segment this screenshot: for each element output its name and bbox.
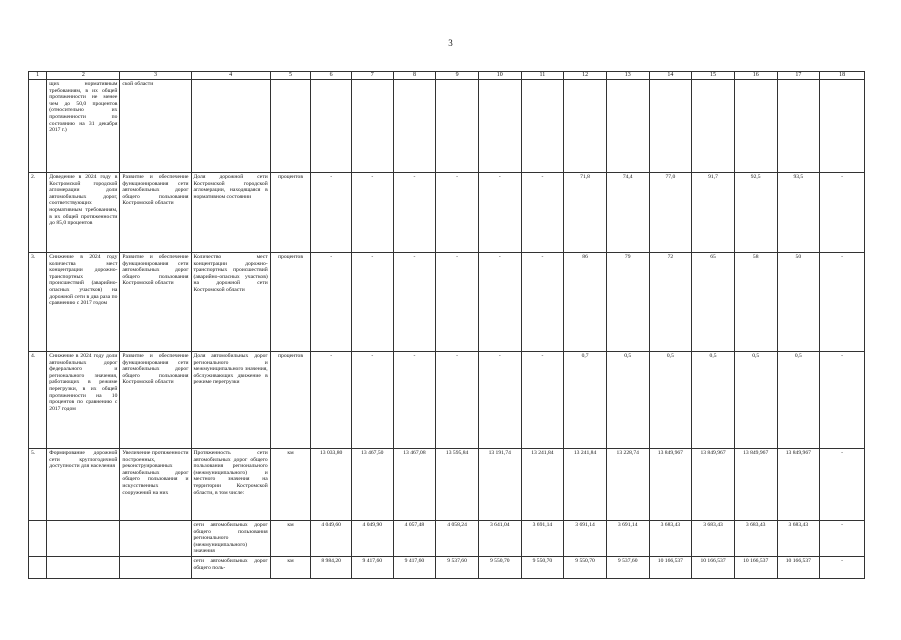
value-cell: 0,7 [564, 352, 607, 449]
value-cell: 4 049,60 [311, 521, 352, 557]
value-cell: 13 849,967 [649, 449, 692, 521]
table-row [29, 557, 865, 579]
column-number-row [29, 72, 865, 80]
column-number: 11 [521, 72, 564, 80]
value-cell: - [393, 352, 436, 449]
value-cell [692, 80, 735, 173]
indicators-table [28, 71, 865, 579]
value-cell: 13 228,74 [606, 449, 649, 521]
value-cell [777, 80, 820, 173]
value-cell: 3 683,43 [777, 521, 820, 557]
value-cell [351, 80, 393, 173]
value-cell: 79 [606, 253, 649, 352]
value-cell: - [820, 557, 865, 579]
unit-cell: процентов [270, 173, 311, 253]
table-row [29, 80, 865, 173]
task-cell: Развитие и обеспечение функционирования сети автомобильных дорог общего пользования Костромской области [120, 253, 191, 352]
value-cell: 65 [692, 253, 735, 352]
indicator-cell: сети автомобильных дорог общего поль- [191, 557, 270, 579]
value-cell: 0,5 [734, 352, 777, 449]
value-cell: - [351, 352, 393, 449]
value-cell: 71,8 [564, 173, 607, 253]
column-number: 8 [393, 72, 436, 80]
value-cell: - [478, 253, 521, 352]
indicator-cell [191, 80, 270, 173]
row-number-cell [29, 521, 47, 557]
task-cell: Увеличение протяженности построенных, реконструированных автомобильных дорог общего пользования и искусственных сооружений на них [120, 449, 191, 521]
column-number: 1 [29, 72, 47, 80]
value-cell: - [820, 521, 865, 557]
value-cell: 4 058,24 [436, 521, 479, 557]
goal-cell: Доведение в 2024 году в Костромской городской агломерации доли автомобильных дорог, соответствующих нормативным требованиям, в их общей протяженности до 85,0 процентов [47, 173, 120, 253]
value-cell: 13 467,50 [351, 449, 393, 521]
value-cell: - [311, 352, 352, 449]
value-cell [478, 80, 521, 173]
column-number: 2 [47, 72, 120, 80]
value-cell: 4 057,48 [393, 521, 436, 557]
indicator-cell: сети автомобильных дорог общего пользования регионального (межмуниципального) значения [191, 521, 270, 557]
value-cell: 86 [564, 253, 607, 352]
indicator-cell: Доля дорожной сети Костромской городской агломерации, находящаяся в нормативном состоянии [191, 173, 270, 253]
task-cell: Развитие и обеспечение функционирования сети автомобильных дорог общего пользования Костромской области [120, 173, 191, 253]
value-cell: - [521, 173, 564, 253]
value-cell: 0,5 [692, 352, 735, 449]
value-cell: 13 849,967 [777, 449, 820, 521]
value-cell: - [478, 352, 521, 449]
column-number: 10 [478, 72, 521, 80]
column-number: 17 [777, 72, 820, 80]
column-number: 9 [436, 72, 479, 80]
value-cell: 3 691,14 [564, 521, 607, 557]
value-cell: - [393, 253, 436, 352]
value-cell: 13 241,84 [564, 449, 607, 521]
column-number: 15 [692, 72, 735, 80]
indicator-cell: Протяженность сети автомобильных дорог общего пользования регионального (межмуниципального) и местного значения на территории Костромской области, в том числе: [191, 449, 270, 521]
value-cell: 3 683,43 [692, 521, 735, 557]
column-number: 5 [270, 72, 311, 80]
unit-cell: процентов [270, 253, 311, 352]
value-cell: 9 537,60 [436, 557, 479, 579]
value-cell: 9 417,60 [351, 557, 393, 579]
value-cell: 9 550,70 [478, 557, 521, 579]
indicator-cell: Количество мест концентрации дорожно-транспортных происшествий (аварийно-опасных участков) на дорожной сети Костромской области [191, 253, 270, 352]
column-number: 12 [564, 72, 607, 80]
value-cell: 3 691,14 [521, 521, 564, 557]
value-cell: 3 683,43 [649, 521, 692, 557]
value-cell: - [478, 173, 521, 253]
value-cell: - [311, 253, 352, 352]
value-cell: - [311, 173, 352, 253]
table-row [29, 449, 865, 521]
value-cell: 0,5 [606, 352, 649, 449]
task-cell: Развитие и обеспечение функционирования сети автомобильных дорог общего пользования Костромской области [120, 352, 191, 449]
value-cell: 10 166,537 [692, 557, 735, 579]
value-cell: 0,5 [777, 352, 820, 449]
value-cell [436, 80, 479, 173]
table-row [29, 352, 865, 449]
goal-cell [47, 557, 120, 579]
value-cell: 9 537,60 [606, 557, 649, 579]
value-cell: 92,5 [734, 173, 777, 253]
value-cell: - [351, 253, 393, 352]
column-number: 16 [734, 72, 777, 80]
unit-cell: км [270, 449, 311, 521]
row-number-cell: 5. [29, 449, 47, 521]
goal-cell: щих нормативным требованиям, в их общей протяженности не менее чем до 50,0 процентов (относительно их протяженности по состоянию на 31 декабря 2017 г.) [47, 80, 120, 173]
value-cell: 58 [734, 253, 777, 352]
value-cell: - [436, 173, 479, 253]
value-cell: 3 683,43 [734, 521, 777, 557]
value-cell: - [820, 173, 865, 253]
value-cell: 13 241,84 [521, 449, 564, 521]
unit-cell: процентов [270, 352, 311, 449]
value-cell: - [820, 449, 865, 521]
value-cell: - [436, 253, 479, 352]
value-cell [311, 80, 352, 173]
column-number: 7 [351, 72, 393, 80]
value-cell: 93,5 [777, 173, 820, 253]
row-number-cell [29, 80, 47, 173]
value-cell: - [820, 253, 865, 352]
value-cell: 13 467,08 [393, 449, 436, 521]
value-cell: - [521, 253, 564, 352]
value-cell: 3 641,04 [478, 521, 521, 557]
value-cell: - [351, 173, 393, 253]
value-cell: 13 595,84 [436, 449, 479, 521]
value-cell: 77,0 [649, 173, 692, 253]
value-cell: 91,7 [692, 173, 735, 253]
table-row [29, 521, 865, 557]
value-cell: 10 166,537 [777, 557, 820, 579]
value-cell [649, 80, 692, 173]
value-cell: 72 [649, 253, 692, 352]
value-cell: 13 849,967 [692, 449, 735, 521]
value-cell: 13 849,967 [734, 449, 777, 521]
column-number: 4 [191, 72, 270, 80]
value-cell: 50 [777, 253, 820, 352]
value-cell: 9 550,70 [564, 557, 607, 579]
table-row [29, 253, 865, 352]
row-number-cell [29, 557, 47, 579]
value-cell: 10 166,537 [734, 557, 777, 579]
value-cell: 3 691,14 [606, 521, 649, 557]
indicator-cell: Доля автомобильных дорог регионального и межмуниципального значения, обслуживающих движение в режиме перегрузки [191, 352, 270, 449]
goal-cell: Снижение в 2024 году доли автомобильных дорог федерального и регионального значения, работающих в режиме перегрузки, в их общей протяженности на 10 процентов по сравнению с 2017 годом [47, 352, 120, 449]
value-cell: 13 191,74 [478, 449, 521, 521]
goal-cell: Снижение в 2024 году количества мест концентрации дорожно-транспортных происшествий (аварийно-опасных участков) на дорожной сети в два раза по сравнению с 2017 годом [47, 253, 120, 352]
column-number: 14 [649, 72, 692, 80]
goal-cell [47, 521, 120, 557]
value-cell: - [521, 352, 564, 449]
unit-cell: км [270, 521, 311, 557]
row-number-cell: 2. [29, 173, 47, 253]
unit-cell: км [270, 557, 311, 579]
column-number: 6 [311, 72, 352, 80]
value-cell: 0,5 [649, 352, 692, 449]
value-cell: 9 417,60 [393, 557, 436, 579]
row-number-cell: 3. [29, 253, 47, 352]
value-cell: 10 166,537 [649, 557, 692, 579]
value-cell [820, 80, 865, 173]
column-number: 3 [120, 72, 191, 80]
goal-cell: Формирование дорожной сети круглогодичной доступности для населения [47, 449, 120, 521]
value-cell: 8 984,20 [311, 557, 352, 579]
value-cell [606, 80, 649, 173]
value-cell: 4 049,90 [351, 521, 393, 557]
task-cell: ской области [120, 80, 191, 173]
value-cell: 9 550,70 [521, 557, 564, 579]
value-cell [734, 80, 777, 173]
task-cell [120, 521, 191, 557]
row-number-cell: 4. [29, 352, 47, 449]
column-number: 13 [606, 72, 649, 80]
task-cell [120, 557, 191, 579]
value-cell: - [436, 352, 479, 449]
value-cell: - [820, 352, 865, 449]
value-cell [393, 80, 436, 173]
value-cell [564, 80, 607, 173]
value-cell: 74,4 [606, 173, 649, 253]
value-cell [521, 80, 564, 173]
table-row [29, 173, 865, 253]
unit-cell [270, 80, 311, 173]
value-cell: - [393, 173, 436, 253]
value-cell: 13 033,80 [311, 449, 352, 521]
column-number: 18 [820, 72, 865, 80]
page-number: 3 [448, 38, 453, 48]
